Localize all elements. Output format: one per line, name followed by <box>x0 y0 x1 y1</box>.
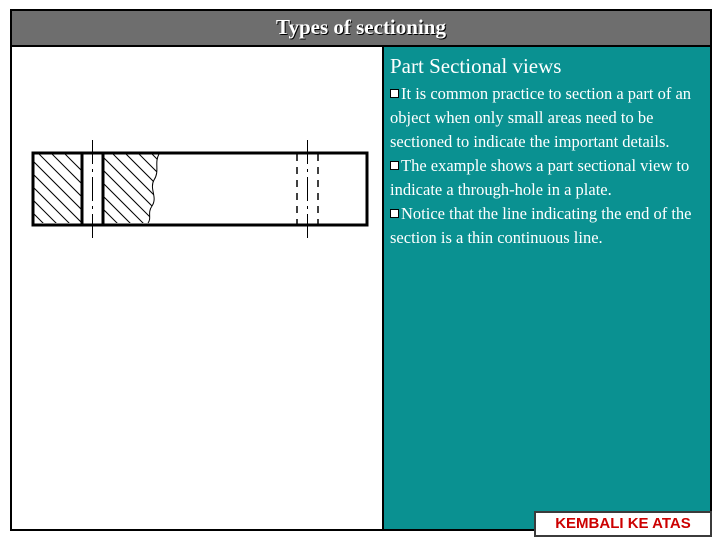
square-bullet-icon <box>390 209 399 218</box>
paragraph-text: The example shows a part sectional view to indicate a through-hole in a plate. <box>390 156 690 199</box>
list-item <box>390 154 708 202</box>
paragraph-text: Notice that the line indicating the end of the section is a thin continuous line. <box>390 204 692 247</box>
list-item <box>390 202 708 250</box>
page-title: Types of sectioning <box>12 11 710 47</box>
section-subheading: Part Sectional views <box>390 54 562 78</box>
part-section-drawing <box>12 47 382 529</box>
back-to-top-button[interactable]: KEMBALI KE ATAS <box>534 511 712 537</box>
square-bullet-icon <box>390 161 399 170</box>
paragraph-text: It is common practice to section a part of an object when only small areas need to be sectioned to indicate the important details. <box>390 84 692 151</box>
square-bullet-icon <box>390 89 399 98</box>
section-hatching <box>12 154 135 224</box>
list-item <box>390 82 708 154</box>
explanation-text <box>390 82 708 250</box>
